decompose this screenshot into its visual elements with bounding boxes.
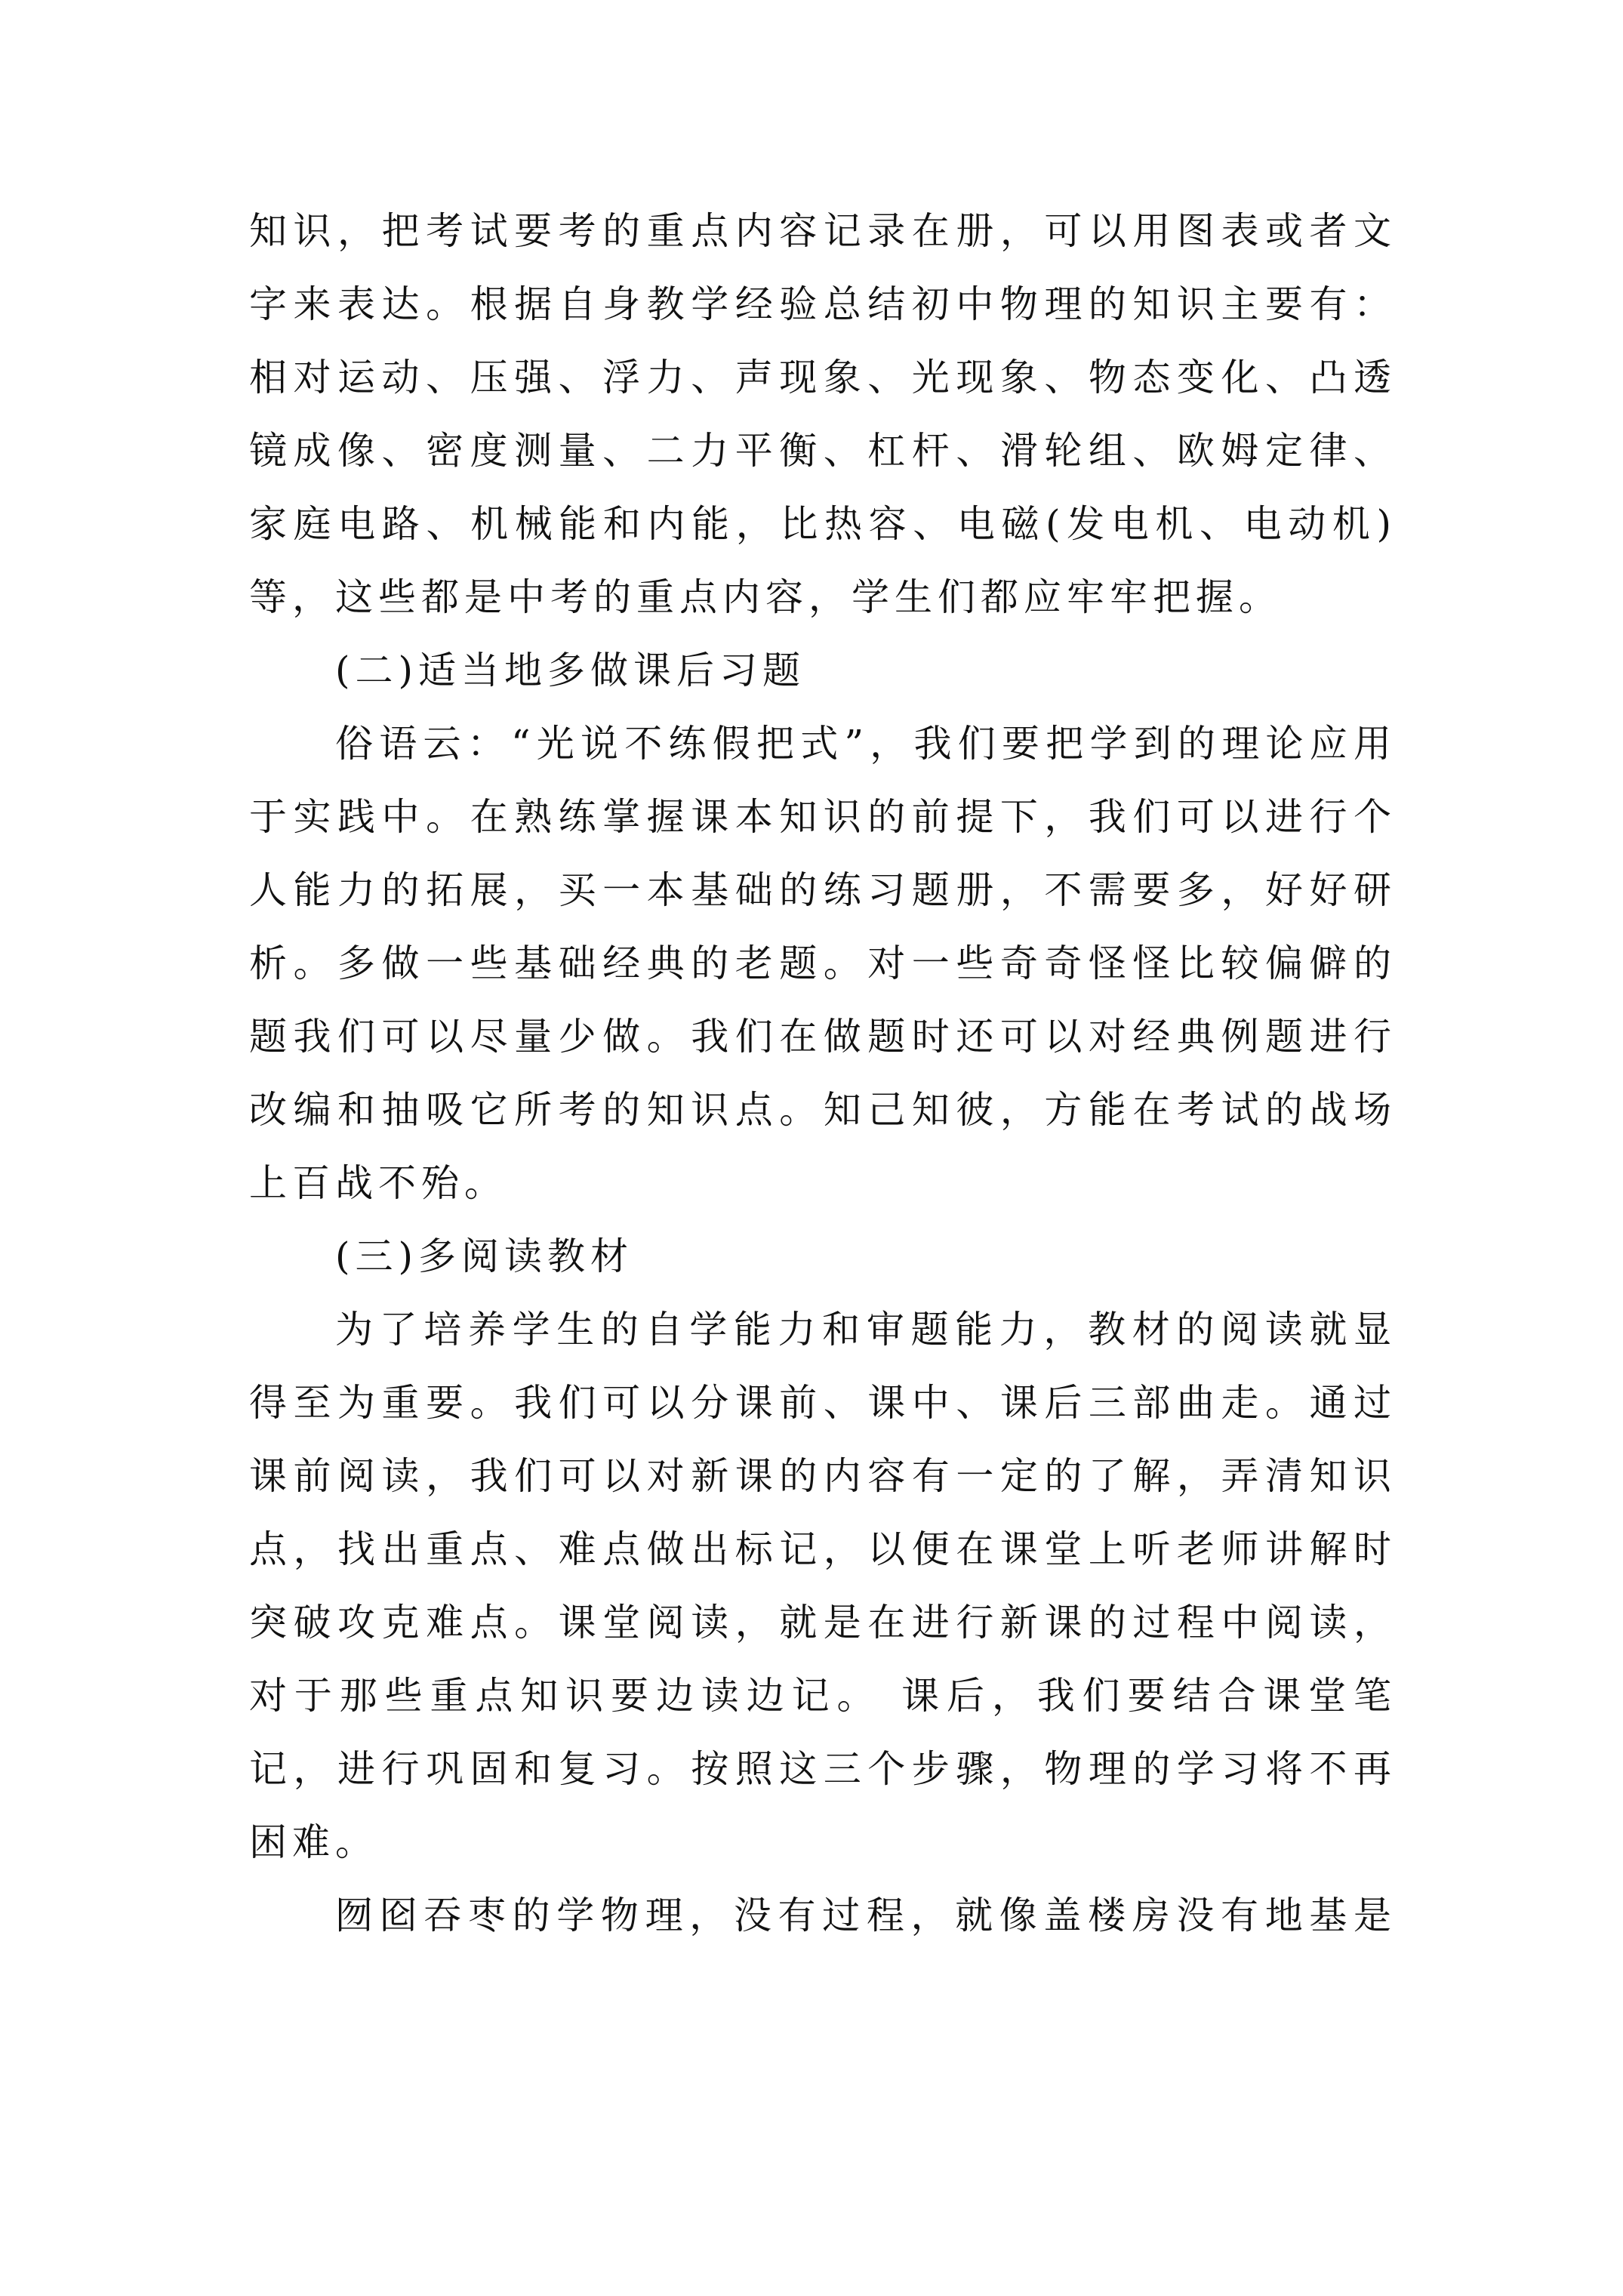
section-heading-reading: (三)多阅读教材 (335, 1234, 634, 1278)
text-line: 知识，把考试要考的重点内容记录在册，可以用图表或者文 (249, 209, 1397, 253)
text-line: 相对运动、压强、浮力、声现象、光现象、物态变化、凸透 (249, 356, 1397, 399)
text-line: 镜成像、密度测量、二力平衡、杠杆、滑轮组、欧姆定律、 (249, 429, 1397, 473)
text-line: 点，找出重点、难点做出标记，以便在课堂上听老师讲解时 (249, 1527, 1397, 1571)
text-line: 记，进行巩固和复习。按照这三个步骤，物理的学习将不再 (249, 1747, 1397, 1791)
text-line: 题我们可以尽量少做。我们在做题时还可以对经典例题进行 (249, 1015, 1397, 1059)
text-line: 俗语云：“光说不练假把式”，我们要把学到的理论应用 (335, 722, 1397, 766)
body-text (249, 195, 1397, 1952)
text-line: 囫囵吞枣的学物理，没有过程，就像盖楼房没有地基是 (335, 1894, 1397, 1937)
text-line: 析。多做一些基础经典的老题。对一些奇奇怪怪比较偏僻的 (249, 942, 1397, 985)
text-line: 对于那些重点知识要边读边记。 课后，我们要结合课堂笔 (249, 1674, 1397, 1718)
text-line: 为了培养学生的自学能力和审题能力，教材的阅读就显 (335, 1308, 1397, 1351)
paragraph-knowledge-summary (249, 195, 1397, 634)
text-line: 于实践中。在熟练掌握课本知识的前提下，我们可以进行个 (249, 795, 1397, 839)
text-line: 改编和抽吸它所考的知识点。知己知彼，方能在考试的战场 (249, 1088, 1397, 1132)
text-line: 等，这些都是中考的重点内容，学生们都应牢牢把握。 (249, 575, 1282, 619)
section-heading-exercises: (二)适当地多做课后习题 (335, 649, 806, 692)
text-line: 人能力的拓展，买一本基础的练习题册，不需要多，好好研 (249, 868, 1397, 912)
text-line: 得至为重要。我们可以分课前、课中、课后三部曲走。通过 (249, 1381, 1397, 1425)
paragraph-reading (249, 1293, 1397, 1879)
text-line: 字来表达。根据自身教学经验总结初中物理的知识主要有： (249, 282, 1397, 326)
text-line: 家庭电路、机械能和内能，比热容、电磁(发电机、电动机) (249, 502, 1397, 546)
text-line: 困难。 (249, 1820, 378, 1864)
paragraph-conclusion (249, 1879, 1397, 1952)
text-line: 突破攻克难点。课堂阅读，就是在进行新课的过程中阅读， (249, 1601, 1397, 1644)
paragraph-exercises (249, 707, 1397, 1220)
text-line: 课前阅读，我们可以对新课的内容有一定的了解，弄清知识 (249, 1454, 1397, 1498)
text-line: 上百战不殆。 (249, 1161, 507, 1205)
